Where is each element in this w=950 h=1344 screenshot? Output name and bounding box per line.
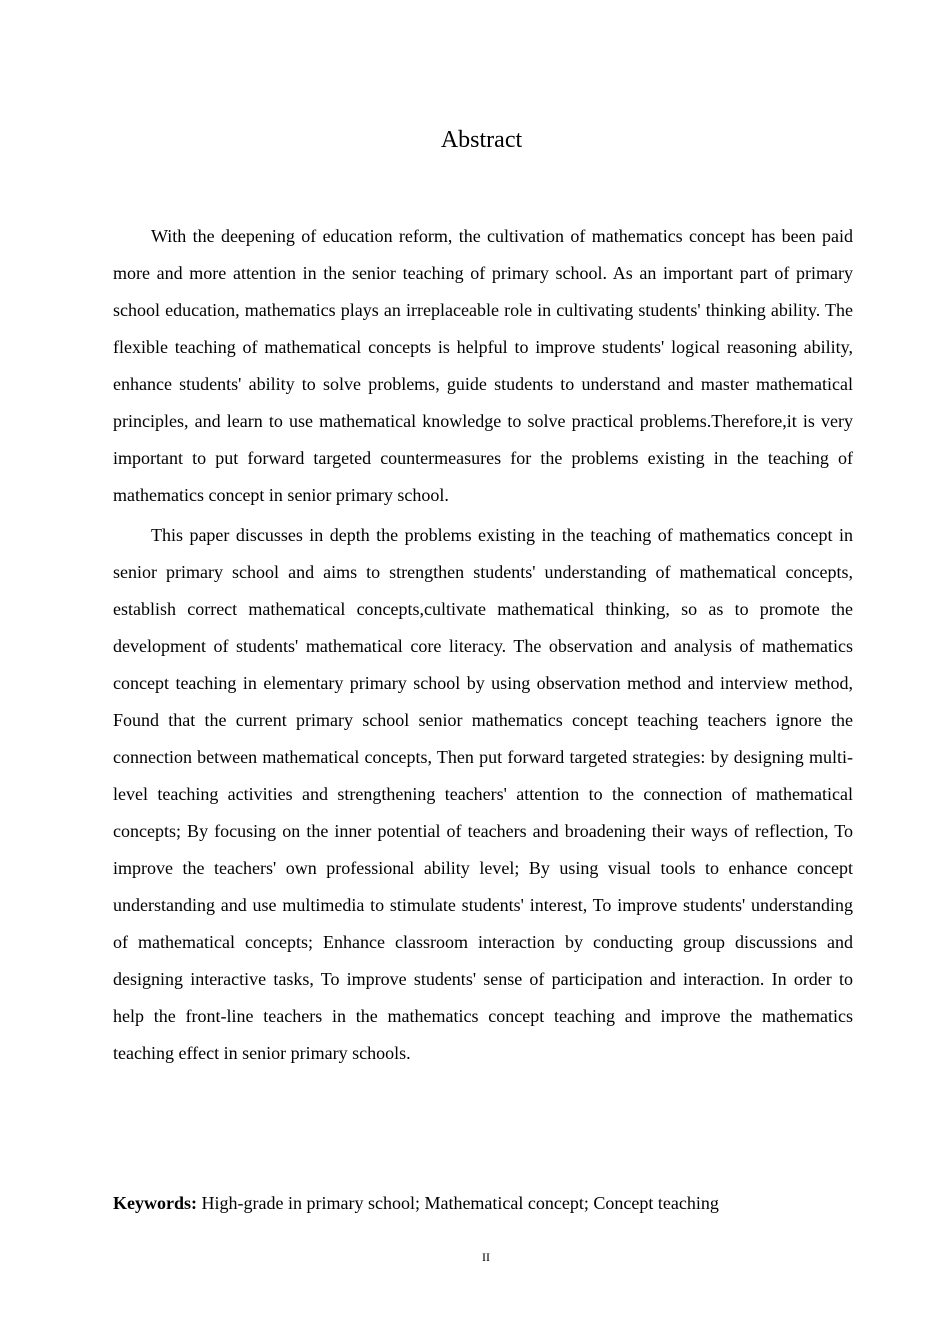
abstract-body	[113, 218, 853, 1075]
page-number: II	[482, 1250, 490, 1264]
keywords-text: High-grade in primary school; Mathematical concept; Concept teaching	[197, 1193, 719, 1213]
abstract-paragraph-1: With the deepening of education reform, the cultivation of mathematics concept has been paid more and more attention in the senior teaching of primary school. As an important part of primary school education, mathematics plays an irreplaceable role in cultivating students' thinking ability. The flexible teaching of mathematical concepts is helpful to improve students' logical reasoning ability, enhance students' ability to solve problems, guide students to understand and master mathematical principles, and learn to use mathematical knowledge to solve practical problems.Therefore,it is very important to put forward targeted countermeasures for the problems existing in the teaching of mathematics concept in senior primary school.	[113, 226, 853, 505]
keywords-line	[113, 1186, 853, 1220]
abstract-paragraph-2: This paper discusses in depth the problems existing in the teaching of mathematics concept in senior primary school and aims to strengthen students' understanding of mathematical concepts, establish correct mathematical concepts,cultivate mathematical thinking, so as to promote the development of students' mathematical core literacy. The observation and analysis of mathematics concept teaching in elementary primary school by using observation method and interview method, Found that the current primary school senior mathematics concept teaching teachers ignore the connection between mathematical concepts, Then put forward targeted strategies: by designing multi-level teaching activities and strengthening teachers' attention to the connection of mathematical concepts; By focusing on the inner potential of teachers and broadening their ways of reflection, To improve the teachers' own professional ability level; By using visual tools to enhance concept understanding and use multimedia to stimulate students' interest, To improve students' understanding of mathematical concepts; Enhance classroom interaction by conducting group discussions and designing interactive tasks, To improve students' sense of participation and interaction. In order to help the front-line teachers in the mathematics concept teaching and improve the mathematics teaching effect in senior primary schools.	[113, 525, 853, 1063]
keywords-label: Keywords:	[113, 1193, 197, 1213]
abstract-title: Abstract	[440, 127, 523, 153]
